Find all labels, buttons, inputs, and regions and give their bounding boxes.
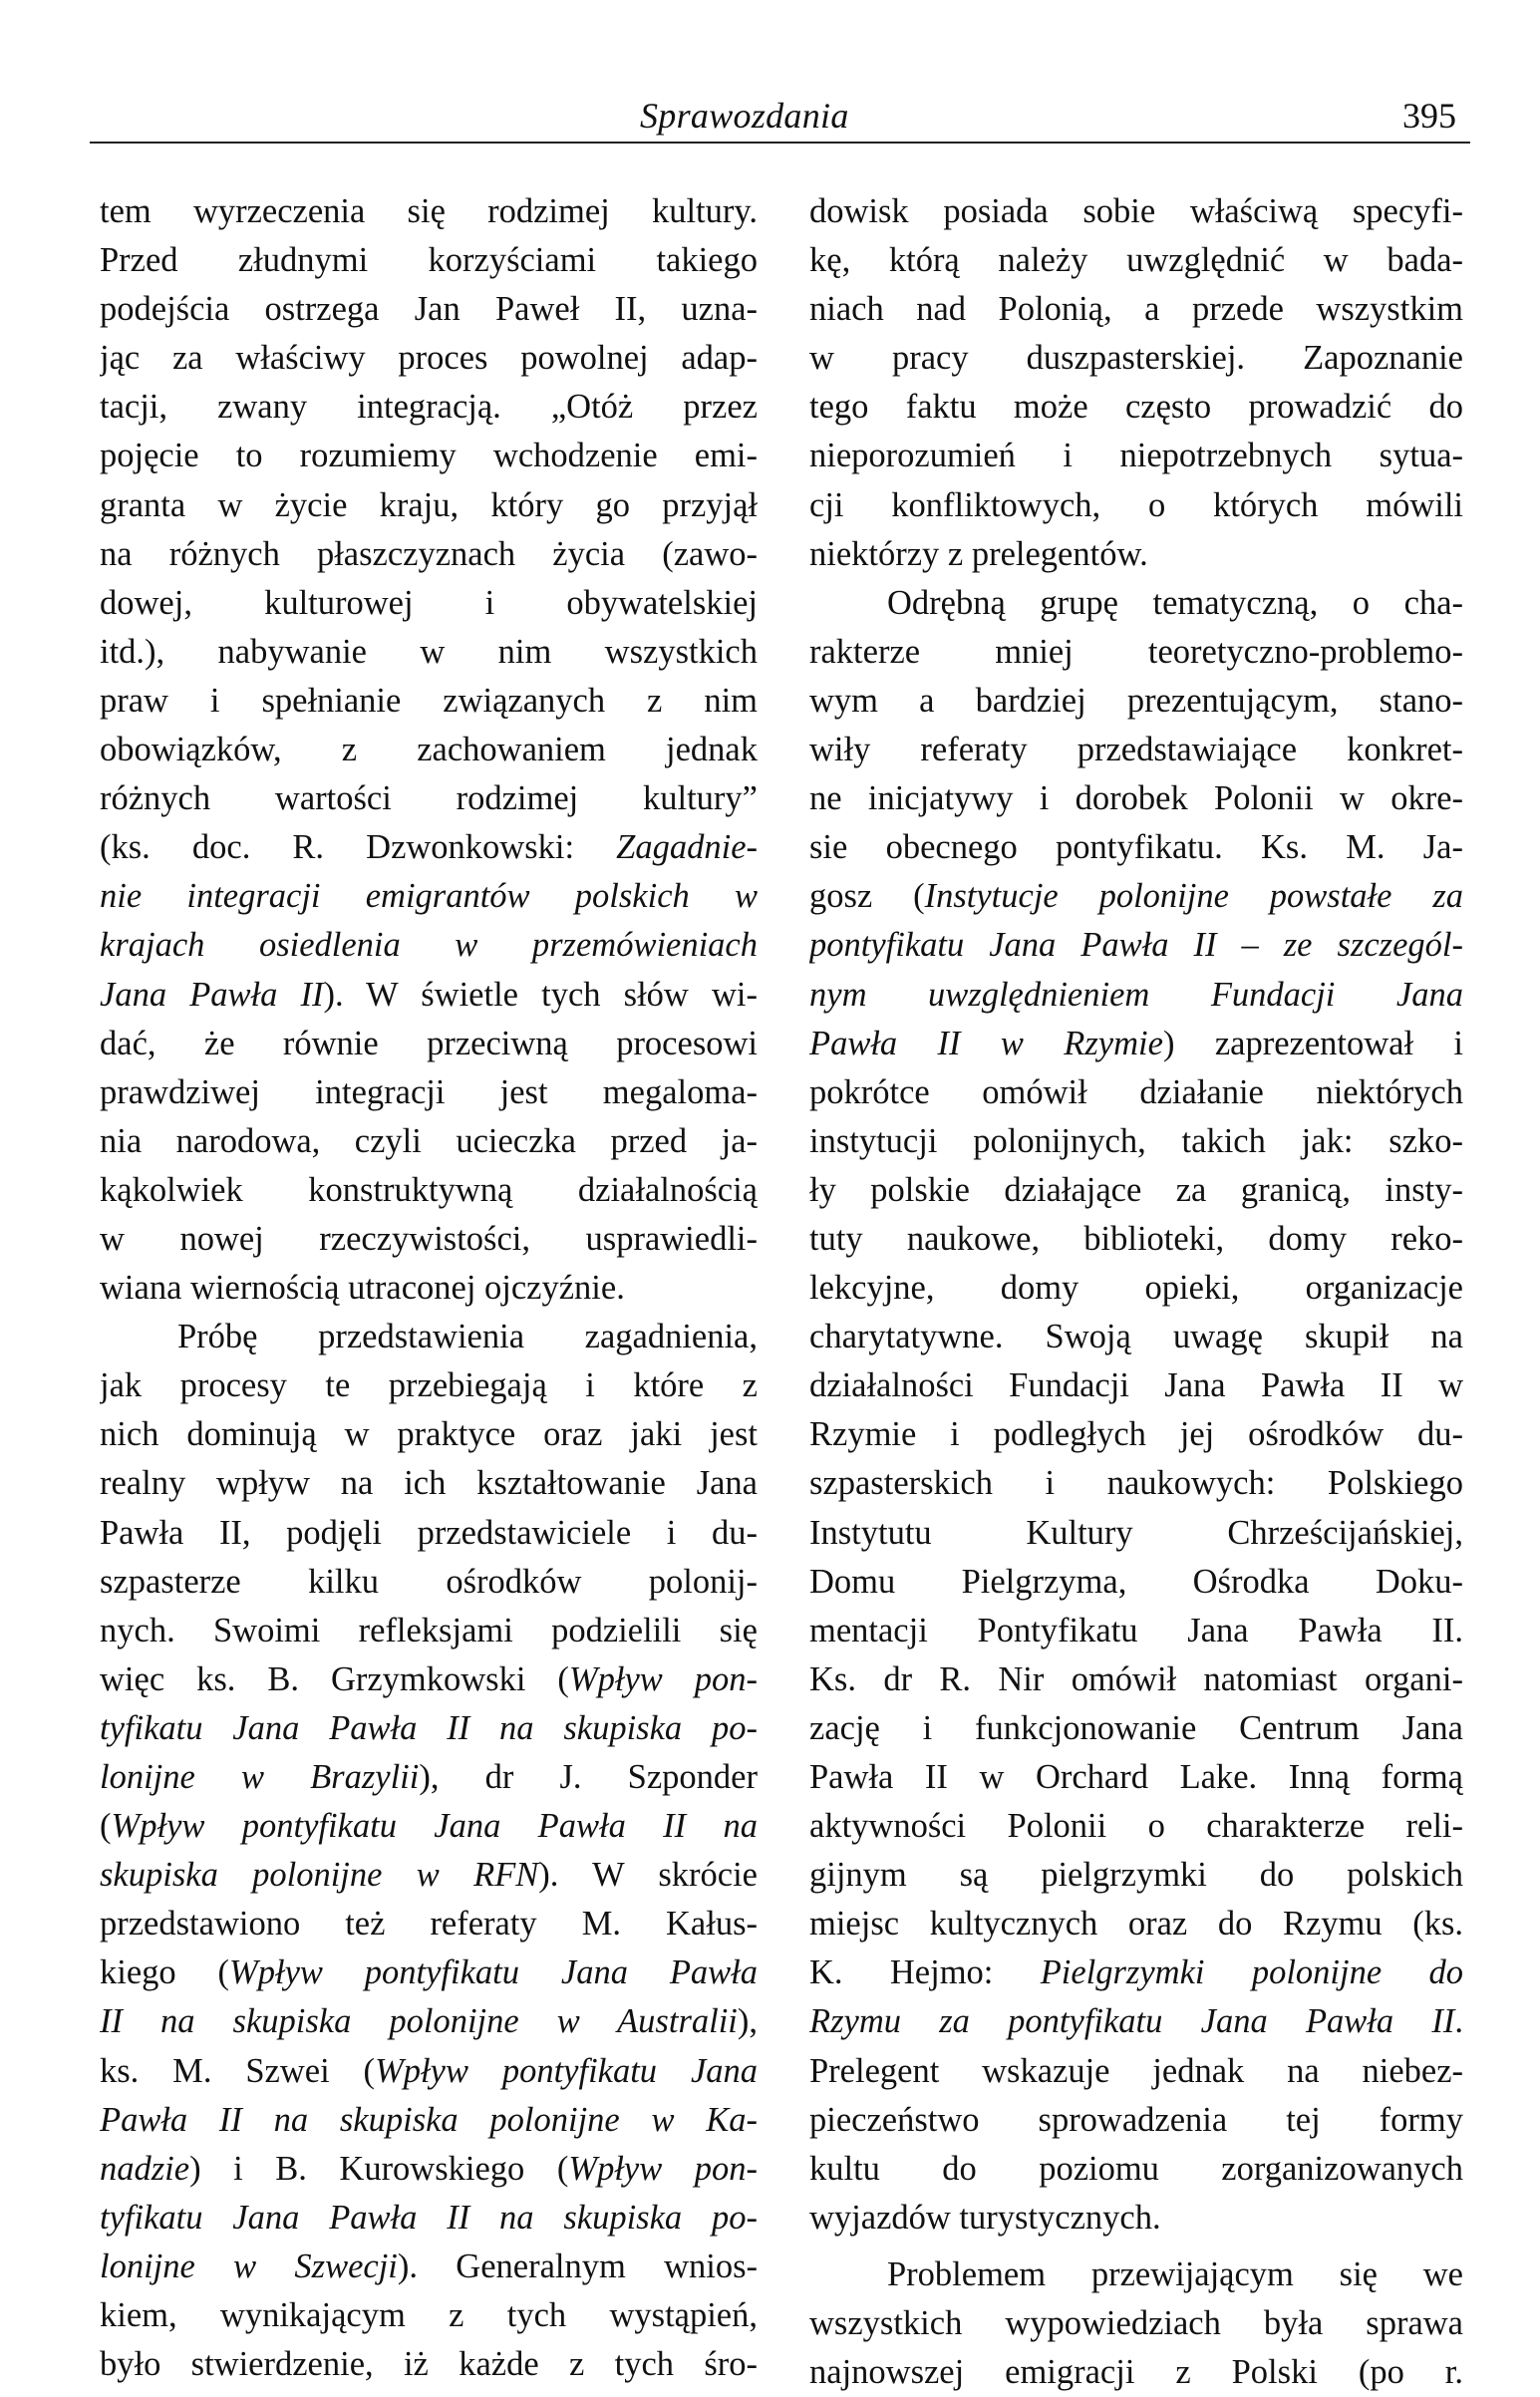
left-column-line: więc ks. B. Grzymkowski (Wpływ pon- (100, 1659, 758, 1698)
page-number: 395 (1402, 96, 1456, 136)
right-column-line: Instytutu Kultury Chrześcijańskiej, (809, 1513, 1463, 1552)
left-column-line: nich dominują w praktyce oraz jaki jest (100, 1415, 758, 1454)
left-column-line: granta w życie kraju, który go przyjął (100, 485, 758, 524)
left-column-line: praw i spełnianie związanych z nim (100, 681, 758, 720)
left-column-line: dać, że równie przeciwną procesowi (100, 1024, 758, 1062)
left-column-line: Przed złudnymi korzyściami takiego (100, 241, 758, 280)
right-column-line: pontyfikatu Jana Pawła II – ze szczegól- (809, 926, 1463, 965)
right-text-column (809, 187, 1463, 2397)
right-column-line: zację i funkcjonowanie Centrum Jana (809, 1708, 1463, 1747)
left-column-line: Pawła II na skupiska polonijne w Ka- (100, 2100, 758, 2139)
running-header (90, 90, 1470, 142)
right-column-line: Prelegent wskazuje jednak na niebez- (809, 2051, 1463, 2090)
right-column-line: w pracy duszpasterskiej. Zapoznanie (809, 339, 1463, 378)
right-column-line: lekcyjne, domy opieki, organizacje (809, 1269, 1463, 1308)
right-column-line: Odrębną grupę tematyczną, o cha- (887, 583, 1463, 622)
left-column-line: (Wpływ pontyfikatu Jana Pawła II na (100, 1807, 758, 1846)
left-column-line: realny wpływ na ich kształtowanie Jana (100, 1464, 758, 1503)
right-column-line: kultu do poziomu zorganizowanych (809, 2149, 1463, 2188)
right-column-line: kę, którą należy uwzględnić w bada- (809, 241, 1463, 280)
left-column-line: Jana Pawła II). W świetle tych słów wi- (100, 975, 758, 1014)
right-column-line: dowisk posiada sobie właściwą specyfi- (809, 192, 1463, 230)
left-column-line: tem wyrzeczenia się rodzimej kultury. (100, 192, 758, 230)
right-column-line: Ks. dr R. Nir omówił natomiast organi- (809, 1659, 1463, 1698)
left-column-line: w nowej rzeczywistości, usprawiedli- (100, 1219, 758, 1258)
left-column-line: tyfikatu Jana Pawła II na skupiska po- (100, 1708, 758, 1747)
left-column-line: Pawła II, podjęli przedstawiciele i du- (100, 1513, 758, 1552)
left-column-line: nadzie) i B. Kurowskiego (Wpływ pon- (100, 2149, 758, 2188)
header-rule (90, 142, 1470, 144)
right-column-line: Rzymie i podległych jej ośrodków du- (809, 1415, 1463, 1454)
left-column-line: kiem, wynikającym z tych wystąpień, (100, 2296, 758, 2335)
left-column-line: różnych wartości rodzimej kultury” (100, 779, 758, 818)
right-column-line: sie obecnego pontyfikatu. Ks. M. Ja- (809, 828, 1463, 867)
left-column-line: podejścia ostrzega Jan Paweł II, uzna- (100, 290, 758, 329)
right-column-line: K. Hejmo: Pielgrzymki polonijne do (809, 1953, 1463, 1992)
left-column-line: prawdziwej integracji jest megaloma- (100, 1072, 758, 1111)
left-column-line: jak procesy te przebiegają i które z (100, 1366, 758, 1405)
left-column-line: dowej, kulturowej i obywatelskiej (100, 583, 758, 622)
left-column-line: lonijne w Brazylii), dr J. Szponder (100, 1758, 758, 1796)
right-column-line: pieczeństwo sprowadzenia tej formy (809, 2100, 1463, 2139)
right-column-line: miejsc kultycznych oraz do Rzymu (ks. (809, 1905, 1463, 1944)
right-column-line: niach nad Polonią, a przede wszystkim (809, 290, 1463, 329)
left-column-line: krajach osiedlenia w przemówieniach (100, 926, 758, 965)
left-column-line: tyfikatu Jana Pawła II na skupiska po- (100, 2198, 758, 2237)
left-column-line: itd.), nabywanie w nim wszystkich (100, 632, 758, 671)
right-column-line: ne inicjatywy i dorobek Polonii w okre- (809, 779, 1463, 818)
right-column-line: pokrótce omówił działanie niektórych (809, 1072, 1463, 1111)
left-column-line: wiana wiernością utraconej ojczyźnie. (100, 1269, 625, 1308)
right-column-line: szpasterskich i naukowych: Polskiego (809, 1464, 1463, 1503)
right-column-line: wiły referaty przedstawiające konkret- (809, 731, 1463, 769)
right-column-line: charytatywne. Swoją uwagę skupił na (809, 1318, 1463, 1356)
right-column-line: niektórzy z prelegentów. (809, 534, 1148, 573)
left-column-line: Próbę przedstawienia zagadnienia, (177, 1318, 758, 1356)
right-column-line: działalności Fundacji Jana Pawła II w (809, 1366, 1463, 1405)
right-column-line: najnowszej emigracji z Polski (po r. (809, 2353, 1463, 2392)
left-column-line: nie integracji emigrantów polskich w (100, 877, 758, 916)
right-column-line: Pawła II w Rzymie) zaprezentował i (809, 1024, 1463, 1062)
right-column-line: Domu Pielgrzyma, Ośrodka Doku- (809, 1562, 1463, 1601)
right-column-line: gosz (Instytucje polonijne powstałe za (809, 877, 1463, 916)
right-column-line: wszystkich wypowiedziach była sprawa (809, 2304, 1463, 2343)
right-column-line: ły polskie działające za granicą, insty- (809, 1170, 1463, 1209)
right-column-line: aktywności Polonii o charakterze reli- (809, 1807, 1463, 1846)
right-column-line: tuty naukowe, biblioteki, domy reko- (809, 1219, 1463, 1258)
right-column-line: cji konfliktowych, o których mówili (809, 485, 1463, 524)
right-column-line: Rzymu za pontyfikatu Jana Pawła II. (809, 2002, 1463, 2041)
left-column-line: na różnych płaszczyznach życia (zawo- (100, 534, 758, 573)
left-column-line: nia narodowa, czyli ucieczka przed ja- (100, 1121, 758, 1160)
right-column-line: nieporozumień i niepotrzebnych sytua- (809, 437, 1463, 475)
right-column-line: Problemem przewijającym się we (887, 2254, 1463, 2293)
left-column-line: nych. Swoimi refleksjami podzielili się (100, 1611, 758, 1649)
left-column-line: tacji, zwany integracją. „Otóż przez (100, 388, 758, 427)
right-column-line: mentacji Pontyfikatu Jana Pawła II. (809, 1611, 1463, 1649)
left-column-line: jąc za właściwy proces powolnej adap- (100, 339, 758, 378)
left-column-line: kiego (Wpływ pontyfikatu Jana Pawła (100, 1953, 758, 1992)
right-column-line: rakterze mniej teoretyczno-problemo- (809, 632, 1463, 671)
left-column-line: kąkolwiek konstruktywną działalnością (100, 1170, 758, 1209)
left-text-column (100, 187, 758, 2389)
left-column-line: szpasterze kilku ośrodków polonij- (100, 1562, 758, 1601)
left-column-line: przedstawiono też referaty M. Kałus- (100, 1905, 758, 1944)
left-column-line: pojęcie to rozumiemy wchodzenie emi- (100, 437, 758, 475)
right-column-line: instytucji polonijnych, takich jak: szko- (809, 1121, 1463, 1160)
left-column-line: II na skupiska polonijne w Australii), (100, 2002, 758, 2041)
right-column-line: tego faktu może często prowadzić do (809, 388, 1463, 427)
right-column-line: nym uwzględnieniem Fundacji Jana (809, 975, 1463, 1014)
left-column-line: obowiązków, z zachowaniem jednak (100, 731, 758, 769)
left-column-line: lonijne w Szwecji). Generalnym wnios- (100, 2247, 758, 2285)
right-column-line: wyjazdów turystycznych. (809, 2198, 1161, 2237)
left-column-line: skupiska polonijne w RFN). W skrócie (100, 1856, 758, 1895)
right-column-line: gijnym są pielgrzymki do polskich (809, 1856, 1463, 1895)
running-header-title: Sprawozdania (640, 96, 849, 136)
left-column-line: było stwierdzenie, iż każde z tych śro- (100, 2345, 758, 2384)
right-column-line: wym a bardziej prezentującym, stano- (809, 681, 1463, 720)
right-column-line: Pawła II w Orchard Lake. Inną formą (809, 1758, 1463, 1796)
left-column-line: ks. M. Szwei (Wpływ pontyfikatu Jana (100, 2051, 758, 2090)
left-column-line: (ks. doc. R. Dzwonkowski: Zagadnie- (100, 828, 758, 867)
